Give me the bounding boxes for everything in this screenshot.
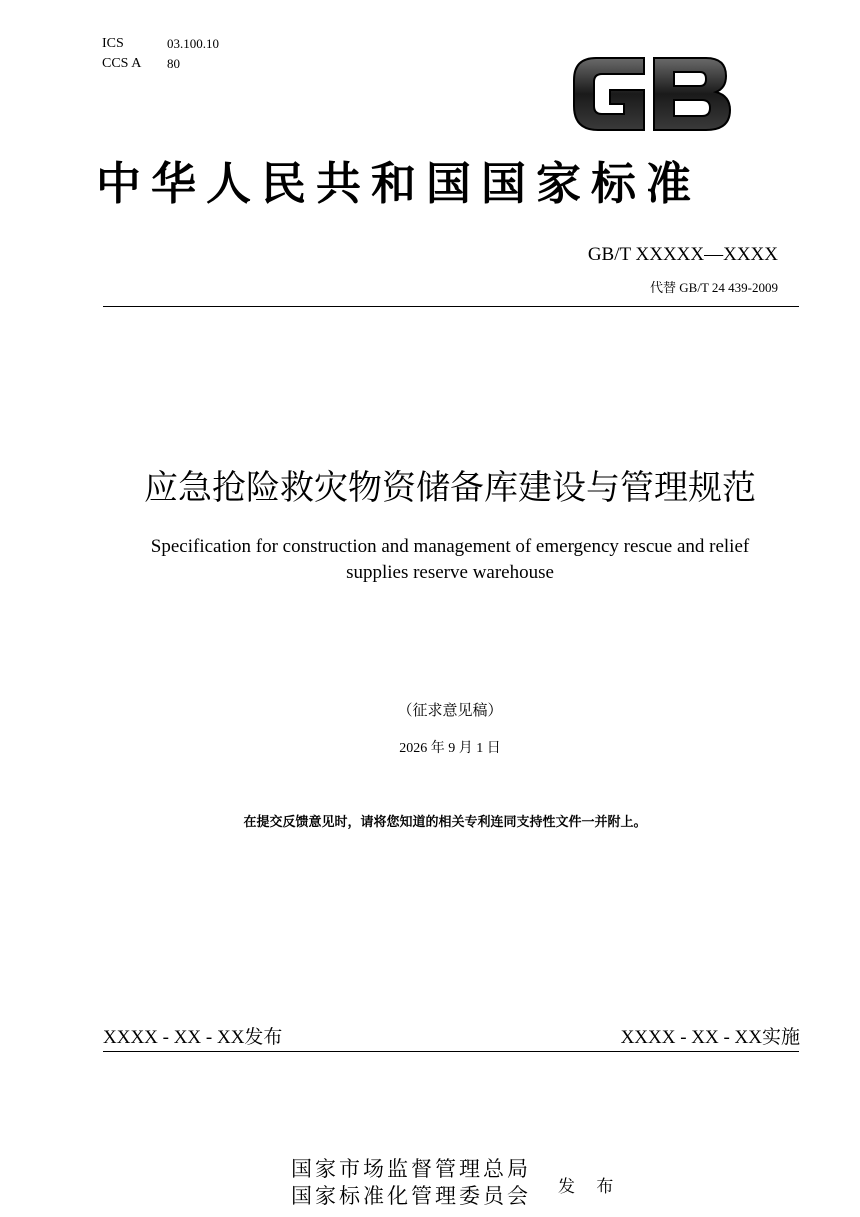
document-title-en [100, 534, 800, 586]
title-en-line-2: supplies reserve warehouse [346, 562, 554, 583]
masthead-title: 中华人民共和国国家标准 [96, 157, 702, 210]
ccs-label: CCS A [102, 56, 142, 71]
publish-label: 发 布 [558, 1177, 622, 1197]
issuing-authorities [291, 1156, 531, 1210]
patent-notice: 在提交反馈意见时，请将您知道的相关专利连同支持性文件一并附上。 [243, 815, 647, 830]
replaces-line [650, 277, 778, 296]
ics-label: ICS [102, 36, 124, 51]
header-divider [103, 306, 799, 307]
standard-number: GB/T XXXXX—XXXX [587, 244, 778, 265]
issuer-1: 国家市场监督管理总局 [291, 1157, 531, 1181]
footer-divider [103, 1051, 799, 1052]
draft-status: （征求意见稿） [397, 701, 503, 719]
title-en-line-1: Specification for construction and management of emergency rescue and relief [150, 536, 750, 557]
implement-date: XXXX - XX - XX实施 [620, 1027, 800, 1048]
replaces-number: GB/T 24 439-2009 [679, 280, 778, 295]
replaces-prefix: 代替 [650, 281, 677, 296]
ccs-value: 80 [167, 56, 180, 71]
ics-value: 03.100.10 [167, 36, 219, 51]
document-title-cn: 应急抢险救灾物资储备库建设与管理规范 [144, 468, 756, 508]
release-date: XXXX - XX - XX发布 [103, 1027, 283, 1048]
draft-date: 2026 年 9 月 1 日 [399, 741, 501, 756]
issuer-2: 国家标准化管理委员会 [291, 1184, 531, 1208]
gb-logo [566, 48, 736, 136]
